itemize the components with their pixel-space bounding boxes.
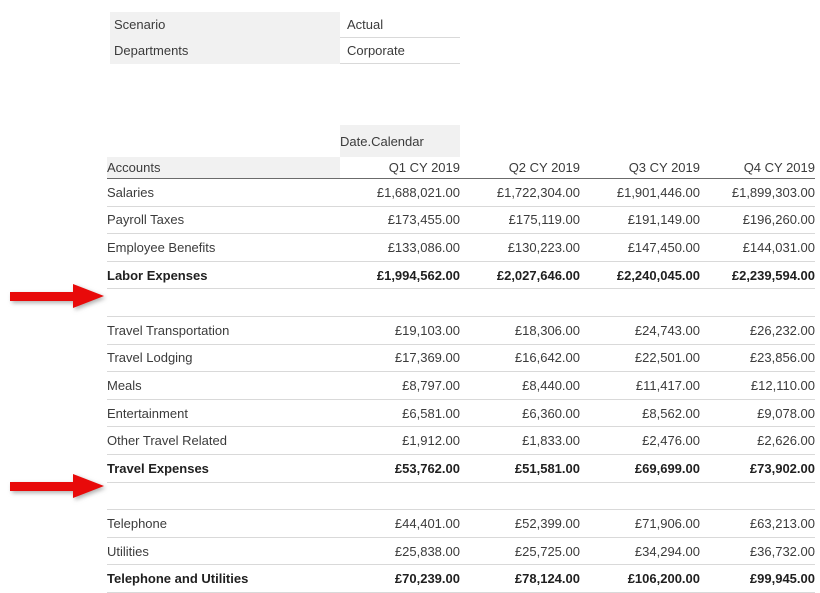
blank-row <box>107 289 815 317</box>
table-row-employee-benefits <box>107 234 815 262</box>
value-cell: £18,306.00 <box>460 316 580 344</box>
value-cell: £8,440.00 <box>460 372 580 400</box>
table-row-travel-lodging <box>107 344 815 372</box>
filter-block <box>110 12 460 64</box>
account-label: Telephone <box>107 510 340 538</box>
value-cell: £53,762.00 <box>340 454 460 482</box>
column-header-q4: Q4 CY 2019 <box>700 157 815 179</box>
column-header-row <box>107 157 815 179</box>
value-cell: £1,722,304.00 <box>460 179 580 207</box>
value-cell: £25,725.00 <box>460 537 580 565</box>
value-cell: £144,031.00 <box>700 234 815 262</box>
table-row-entertainment <box>107 399 815 427</box>
account-label: Payroll Taxes <box>107 206 340 234</box>
value-cell: £23,856.00 <box>700 344 815 372</box>
dimension-header: Date.Calendar <box>340 125 460 157</box>
row-header-accounts: Accounts <box>107 157 340 179</box>
value-cell: £1,688,021.00 <box>340 179 460 207</box>
value-cell: £8,797.00 <box>340 372 460 400</box>
account-label: Other Travel Related <box>107 427 340 455</box>
value-cell: £22,501.00 <box>580 344 700 372</box>
table-row-travel-transportation <box>107 316 815 344</box>
column-header-q2: Q2 CY 2019 <box>460 157 580 179</box>
arrow-shaft <box>10 482 74 491</box>
value-cell: £34,294.00 <box>580 537 700 565</box>
value-cell: £2,240,045.00 <box>580 261 700 289</box>
value-cell: £9,078.00 <box>700 399 815 427</box>
account-label: Meals <box>107 372 340 400</box>
value-cell: £6,360.00 <box>460 399 580 427</box>
value-cell: £99,945.00 <box>700 565 815 593</box>
value-cell: £25,838.00 <box>340 537 460 565</box>
value-cell: £1,833.00 <box>460 427 580 455</box>
value-cell: £191,149.00 <box>580 206 700 234</box>
column-header-q3: Q3 CY 2019 <box>580 157 700 179</box>
table-row-meals <box>107 372 815 400</box>
filter-label-scenario: Scenario <box>110 12 340 38</box>
table-row-telephone <box>107 510 815 538</box>
dimension-header-spacer <box>107 125 340 157</box>
filter-value-departments[interactable]: Corporate <box>340 38 460 64</box>
table-row-other-travel-related <box>107 427 815 455</box>
value-cell: £44,401.00 <box>340 510 460 538</box>
filter-row-departments <box>110 38 460 64</box>
account-label: Entertainment <box>107 399 340 427</box>
value-cell: £147,450.00 <box>580 234 700 262</box>
arrow-head <box>73 474 104 498</box>
pivot-table <box>107 125 815 593</box>
value-cell: £73,902.00 <box>700 454 815 482</box>
filter-label-departments: Departments <box>110 38 340 64</box>
value-cell: £24,743.00 <box>580 316 700 344</box>
value-cell: £2,626.00 <box>700 427 815 455</box>
value-cell: £2,027,646.00 <box>460 261 580 289</box>
account-label: Labor Expenses <box>107 261 340 289</box>
value-cell: £78,124.00 <box>460 565 580 593</box>
value-cell: £106,200.00 <box>580 565 700 593</box>
table-row-salaries <box>107 179 815 207</box>
value-cell: £1,912.00 <box>340 427 460 455</box>
value-cell: £17,369.00 <box>340 344 460 372</box>
value-cell: £173,455.00 <box>340 206 460 234</box>
table-row-utilities <box>107 537 815 565</box>
account-label: Utilities <box>107 537 340 565</box>
value-cell: £71,906.00 <box>580 510 700 538</box>
dimension-header-row <box>107 125 815 157</box>
value-cell: £51,581.00 <box>460 454 580 482</box>
value-cell: £2,476.00 <box>580 427 700 455</box>
account-label: Salaries <box>107 179 340 207</box>
value-cell: £70,239.00 <box>340 565 460 593</box>
arrow-head <box>73 284 104 308</box>
value-cell: £1,994,562.00 <box>340 261 460 289</box>
blank-row <box>107 482 815 510</box>
value-cell: £69,699.00 <box>580 454 700 482</box>
value-cell: £52,399.00 <box>460 510 580 538</box>
value-cell: £2,239,594.00 <box>700 261 815 289</box>
value-cell: £16,642.00 <box>460 344 580 372</box>
value-cell: £19,103.00 <box>340 316 460 344</box>
table-row-telephone-and-utilities-total <box>107 565 815 593</box>
value-cell: £36,732.00 <box>700 537 815 565</box>
filter-row-scenario <box>110 12 460 38</box>
value-cell: £1,899,303.00 <box>700 179 815 207</box>
filter-value-scenario[interactable]: Actual <box>340 12 460 38</box>
account-label: Travel Lodging <box>107 344 340 372</box>
value-cell: £12,110.00 <box>700 372 815 400</box>
account-label: Employee Benefits <box>107 234 340 262</box>
account-label: Telephone and Utilities <box>107 565 340 593</box>
value-cell: £8,562.00 <box>580 399 700 427</box>
value-cell: £196,260.00 <box>700 206 815 234</box>
value-cell: £175,119.00 <box>460 206 580 234</box>
value-cell: £26,232.00 <box>700 316 815 344</box>
value-cell: £133,086.00 <box>340 234 460 262</box>
table-row-payroll-taxes <box>107 206 815 234</box>
value-cell: £130,223.00 <box>460 234 580 262</box>
column-header-q1: Q1 CY 2019 <box>340 157 460 179</box>
value-cell: £11,417.00 <box>580 372 700 400</box>
arrow-shaft <box>10 292 74 301</box>
table-row-travel-expenses-total <box>107 454 815 482</box>
account-label: Travel Transportation <box>107 316 340 344</box>
table-row-labor-expenses-total <box>107 261 815 289</box>
account-label: Travel Expenses <box>107 454 340 482</box>
value-cell: £63,213.00 <box>700 510 815 538</box>
value-cell: £1,901,446.00 <box>580 179 700 207</box>
value-cell: £6,581.00 <box>340 399 460 427</box>
red-arrow-icon <box>10 474 104 498</box>
red-arrow-icon <box>10 284 104 308</box>
